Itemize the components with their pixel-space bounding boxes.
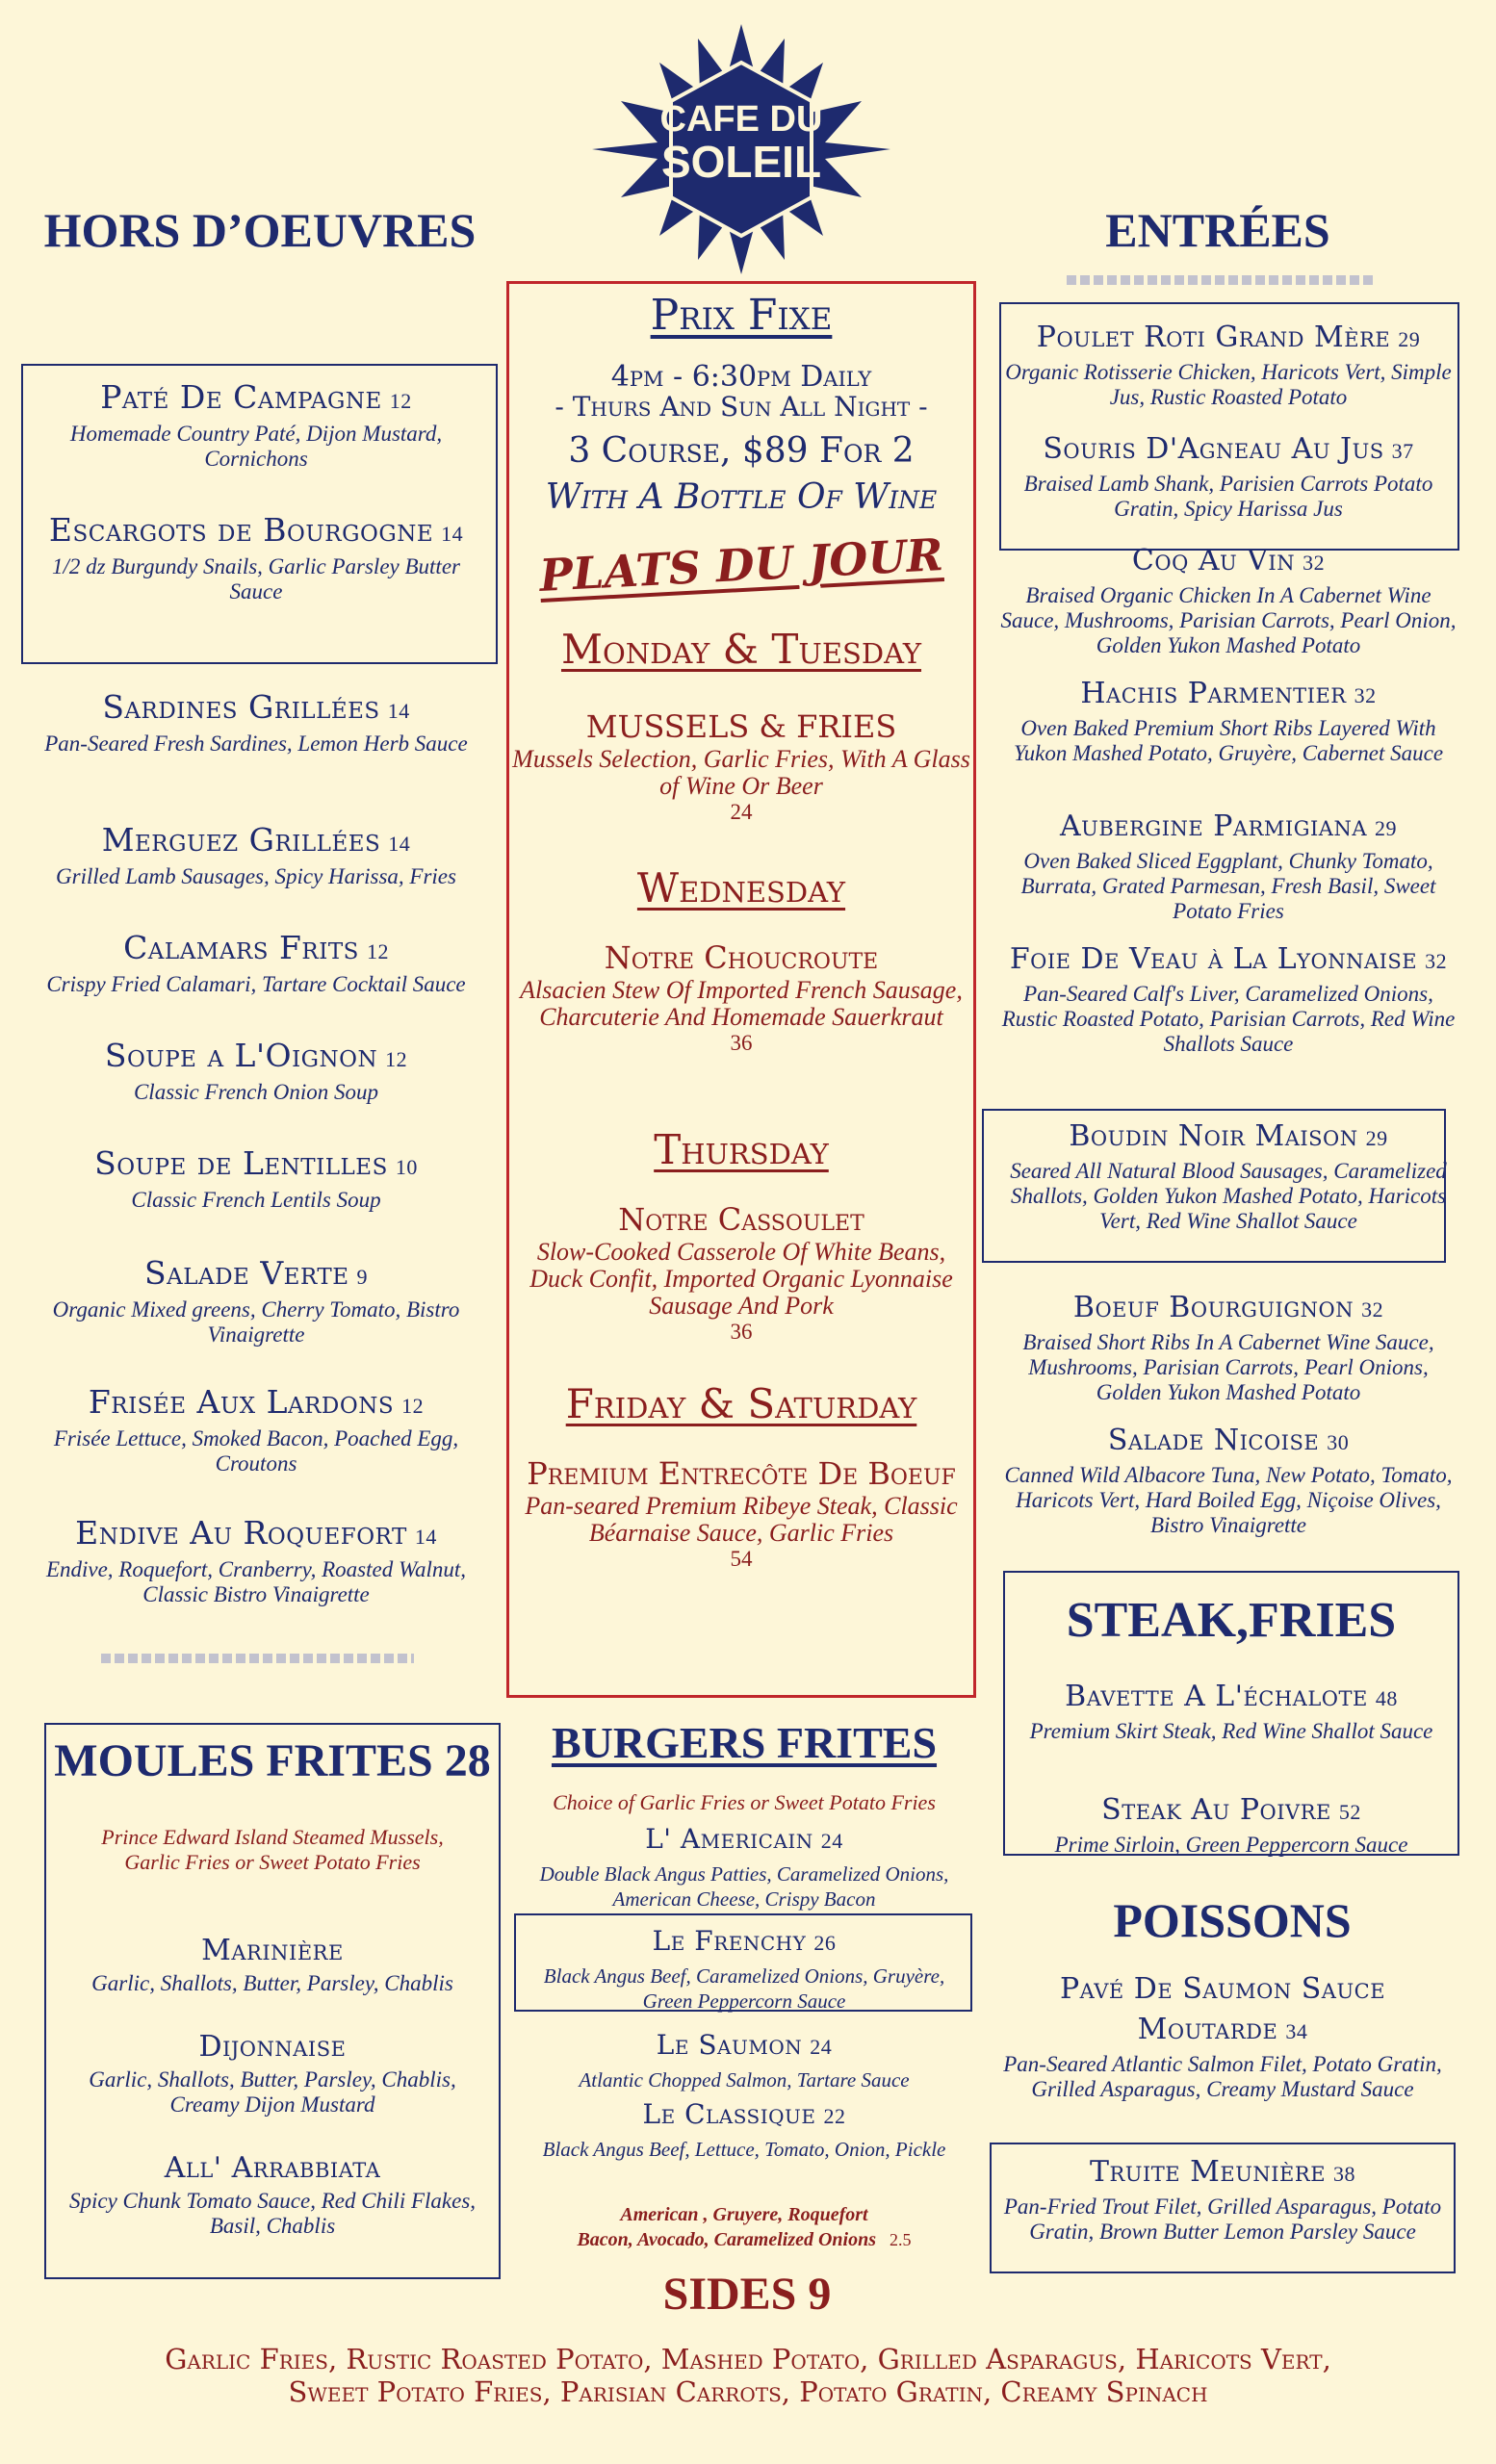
steak-title: STEAK,FRIES <box>1066 1593 1397 1648</box>
burger-item-label: L' Americain <box>645 1823 813 1855</box>
hors-item-price: 9 <box>356 1265 368 1289</box>
entree-item <box>997 1421 1459 1538</box>
moules-item-name <box>54 1931 491 1971</box>
logo-line2: SOLEIL <box>660 137 822 187</box>
burger-item <box>520 2025 968 2092</box>
moules-subtitle: Prince Edward Island Steamed Mussels, Garlic Fries or Sweet Potato Fries <box>101 1825 444 1874</box>
entree-item-price: 29 <box>1365 1126 1388 1150</box>
entree-item-price: 37 <box>1391 439 1414 463</box>
steak-item-name <box>1007 1677 1456 1719</box>
steak-item-price: 48 <box>1375 1686 1398 1710</box>
entree-item-name <box>997 1288 1459 1330</box>
plat-name: Premium Entrecôte De Boeuf <box>527 1455 956 1492</box>
plat-description: Slow-Cooked Casserole Of White Beans, Duck Confit, Imported Organic Lyonnaise Sausage And Pork <box>529 1238 953 1320</box>
hors-item-name <box>25 1382 487 1426</box>
plat-description: Mussels Selection, Garlic Fries, With A Glass of Wine Or Beer <box>512 745 970 800</box>
hors-item-label: Frisée Aux Lardons <box>88 1383 395 1421</box>
prix-fixe-title: Prix Fixe <box>650 291 833 340</box>
steak-item-label: Steak Au Poivre <box>1101 1793 1331 1827</box>
plat-price: 24 <box>730 800 753 824</box>
entree-item-description: Braised Lamb Shank, Parisien Carrots Potato Gratin, Spicy Harissa Jus <box>1023 472 1433 521</box>
burger-item-price: 24 <box>810 2035 833 2059</box>
addons-extras: Bacon, Avocado, Caramelized Onions 2.5 <box>577 2229 912 2250</box>
entree-item <box>997 429 1459 522</box>
poisson-item <box>993 2152 1452 2245</box>
hors-item-label: Endive Au Roquefort <box>75 1514 407 1552</box>
poisson-item <box>993 1969 1452 2102</box>
hors-item-label: Escargots de Bourgogne <box>48 511 434 549</box>
hors-item-description: Pan-Seared Fresh Sardines, Lemon Herb Sauce <box>44 732 468 756</box>
plat-day: Wednesday <box>636 864 846 911</box>
hors-divider <box>101 1654 414 1663</box>
entree-item-price: 32 <box>1303 551 1326 575</box>
entree-item-price: 30 <box>1327 1430 1350 1454</box>
hors-item <box>25 928 487 997</box>
steak-item <box>1007 1790 1456 1858</box>
burger-item-name <box>520 2094 968 2137</box>
hors-item <box>25 1513 487 1607</box>
hors-item-name <box>25 1253 487 1297</box>
entree-item <box>997 541 1459 658</box>
burger-item-description: Black Angus Beef, Lettuce, Tomato, Onion, Pickle <box>542 2138 946 2161</box>
plat-du-jour <box>510 864 972 1056</box>
steak-item-price: 52 <box>1338 1800 1361 1824</box>
entree-item-description: Seared All Natural Blood Sausages, Caramelized Shallots, Golden Yukon Mashed Potato, Haricots Vert, Red Wine Shallot Sauce <box>1010 1159 1447 1233</box>
burger-item <box>520 2094 968 2162</box>
hors-item-description: Organic Mixed greens, Cherry Tomato, Bistro Vinaigrette <box>52 1297 460 1347</box>
prix-fixe-offer: 3 Course, $89 For 2 <box>568 431 915 471</box>
hors-item-price: 10 <box>395 1155 418 1179</box>
entree-item-price: 32 <box>1354 683 1377 707</box>
sides-line1: Garlic Fries, Rustic Roasted Potato, Mashed Potato, Grilled Asparagus, Haricots Vert, <box>165 2343 1331 2375</box>
poissons-title: POISSONS <box>1113 1893 1352 1947</box>
plat-name: MUSSELS & FRIES <box>585 708 897 745</box>
entree-item-description: Organic Rotisserie Chicken, Haricots Vert, Simple Jus, Rustic Roasted Potato <box>1005 360 1452 409</box>
hors-item-name <box>25 1143 487 1188</box>
plat-day: Friday & Saturday <box>565 1380 917 1427</box>
prix-fixe-nights: - Thurs And Sun All Night - <box>555 391 928 423</box>
addons-price: 2.5 <box>890 2230 912 2249</box>
logo-line1: CAFE DU <box>659 99 823 140</box>
moules-item-name <box>54 2027 491 2067</box>
entree-item <box>997 1116 1459 1234</box>
burger-item-name <box>520 2025 968 2067</box>
poisson-item-description: Pan-Fried Trout Filet, Grilled Asparagus, Potato Gratin, Brown Butter Lemon Parsley Sauce <box>1003 2194 1442 2244</box>
steak-item-label: Bavette A L'échalote <box>1065 1680 1368 1713</box>
entree-item-description: Oven Baked Sliced Eggplant, Chunky Tomato, Burrata, Grated Parmesan, Fresh Basil, Sweet Potato Fries <box>1020 849 1436 923</box>
moules-item-label: Dijonnaise <box>198 2030 347 2064</box>
plat-description: Alsacien Stew Of Imported French Sausage, Charcuterie And Homemade Sauerkraut <box>520 976 963 1031</box>
entree-item-price: 32 <box>1361 1297 1384 1322</box>
hors-title: HORS D’OEUVRES <box>43 203 477 257</box>
poisson-item-description: Pan-Seared Atlantic Salmon Filet, Potato Gratin, Grilled Asparagus, Creamy Mustard Sauce <box>1003 2052 1442 2101</box>
logo <box>582 19 900 279</box>
hors-item <box>25 1253 487 1348</box>
entree-item-price: 29 <box>1398 327 1421 351</box>
plat-du-jour <box>510 1380 972 1572</box>
entrees-divider <box>1067 275 1375 285</box>
sides-line2: Sweet Potato Fries, Parisian Carrots, Potato Gratin, Creamy Spinach <box>288 2375 1208 2408</box>
burger-item-name <box>520 1819 968 1861</box>
poisson-item-name <box>993 2152 1452 2194</box>
plat-description: Pan-seared Premium Ribeye Steak, Classic Béarnaise Sauce, Garlic Fries <box>525 1492 958 1547</box>
entree-item-description: Pan-Seared Calf's Liver, Caramelized Onions, Rustic Roasted Potato, Parisian Carrots, Red Wine Shallots Sauce <box>1001 982 1456 1056</box>
hors-item-price: 12 <box>401 1394 425 1418</box>
entrees-title: ENTRÉES <box>1105 203 1330 257</box>
entree-item <box>997 939 1459 1057</box>
hors-item-name <box>25 820 487 864</box>
burger-item <box>520 1819 968 1912</box>
prix-fixe-wine: With A Bottle Of Wine <box>545 477 938 517</box>
burger-item-label: Le Saumon <box>656 2029 803 2061</box>
burger-item-price: 22 <box>823 2104 846 2128</box>
steak-item-description: Premium Skirt Steak, Red Wine Shallot Sauce <box>1029 1719 1433 1743</box>
entree-item-name <box>997 939 1459 982</box>
sides-title: SIDES 9 <box>662 2269 832 2320</box>
plat-day: Thursday <box>654 1126 829 1173</box>
moules-item <box>54 2027 491 2118</box>
prix-fixe-hours: 4pm - 6:30pm Daily <box>610 360 872 394</box>
hors-item-price: 14 <box>388 832 411 856</box>
hors-item-label: Soupe a L'Oignon <box>104 1037 378 1074</box>
entree-item-description: Braised Short Ribs In A Cabernet Wine Sauce, Mushrooms, Parisian Carrots, Pearl Onions, Golden Yukon Mashed Potato <box>1022 1330 1434 1404</box>
hors-item-price: 12 <box>366 939 389 963</box>
hors-item-price: 14 <box>387 699 410 723</box>
hors-item-name <box>25 1513 487 1557</box>
hors-item <box>25 510 487 604</box>
entree-item-description: Braised Organic Chicken In A Cabernet Wine Sauce, Mushrooms, Parisian Carrots, Pearl Onion, Golden Yukon Mashed Potato <box>1000 583 1457 657</box>
poisson-item-label: Pavé De Saumon Sauce Moutarde <box>1059 1972 1386 2046</box>
hors-item-description: Frisée Lettuce, Smoked Bacon, Poached Egg, Croutons <box>53 1426 459 1476</box>
burger-item-price: 26 <box>813 1931 837 1955</box>
steak-item <box>1007 1677 1456 1744</box>
burgers-title: BURGERS FRITES <box>551 1718 938 1767</box>
moules-title: MOULES FRITES 28 <box>54 1735 491 1786</box>
burger-item-description: Atlantic Chopped Salmon, Tartare Sauce <box>579 2068 910 2092</box>
moules-item-name <box>54 2148 491 2189</box>
entree-item-name <box>997 674 1459 716</box>
hors-item-price: 14 <box>414 1525 437 1549</box>
hors-item-description: Classic French Lentils Soup <box>131 1188 381 1212</box>
hors-item-description: Grilled Lamb Sausages, Spicy Harissa, Fries <box>56 864 456 888</box>
entree-item-name <box>997 429 1459 472</box>
hors-item-label: Salade Verte <box>144 1254 349 1292</box>
plat-du-jour <box>510 626 972 825</box>
entree-item-label: Boeuf Bourguignon <box>1072 1291 1354 1324</box>
moules-item-label: Marinière <box>201 1934 344 1967</box>
moules-item-description: Spicy Chunk Tomato Sauce, Red Chili Flakes, Basil, Chablis <box>68 2189 477 2238</box>
entree-item <box>997 674 1459 766</box>
plat-price: 36 <box>730 1320 753 1344</box>
moules-item-label: All' Arrabbiata <box>164 2151 381 2185</box>
moules-item-description: Garlic, Shallots, Butter, Parsley, Chablis, Creamy Dijon Mustard <box>89 2067 456 2117</box>
steak-item-name <box>1007 1790 1456 1833</box>
entree-item <box>997 318 1459 410</box>
plat-price: 54 <box>730 1547 753 1571</box>
hors-item-name <box>25 928 487 972</box>
hors-item-label: Paté De Campagne <box>100 378 382 416</box>
hors-item-name <box>25 1036 487 1080</box>
hors-item <box>25 687 487 757</box>
entree-item-label: Poulet Roti Grand Mère <box>1036 321 1391 354</box>
plat-name: Notre Cassoulet <box>618 1201 864 1238</box>
entree-item-label: Boudin Noir Maison <box>1069 1119 1358 1153</box>
entree-item-name <box>997 1116 1459 1159</box>
plat-price: 36 <box>730 1031 753 1055</box>
hors-item-price: 12 <box>385 1047 408 1071</box>
hors-item-label: Calamars Frits <box>123 929 359 966</box>
hors-item-description: Crispy Fried Calamari, Tartare Cocktail Sauce <box>46 972 466 996</box>
poisson-item-price: 34 <box>1285 2019 1308 2043</box>
burger-item-price: 24 <box>820 1829 843 1853</box>
hors-item-label: Soupe de Lentilles <box>94 1144 388 1182</box>
plat-name: Notre Choucroute <box>604 939 879 976</box>
plat-du-jour <box>510 1126 972 1345</box>
entree-item-name <box>997 1421 1459 1463</box>
steak-item-description: Prime Sirloin, Green Peppercorn Sauce <box>1054 1833 1408 1857</box>
entree-item-description: Oven Baked Premium Short Ribs Layered With Yukon Mashed Potato, Gruyère, Cabernet Sauce <box>1013 716 1444 765</box>
poisson-item-price: 38 <box>1333 2162 1356 2186</box>
entree-item-price: 32 <box>1425 949 1448 973</box>
entree-item-description: Canned Wild Albacore Tuna, New Potato, Tomato, Haricots Vert, Hard Boiled Egg, Niçoise Olives, Bistro Vinaigrette <box>1004 1463 1453 1537</box>
hors-item-name <box>25 510 487 554</box>
hors-item-price: 14 <box>441 522 464 546</box>
hors-item <box>25 1382 487 1476</box>
hors-item-price: 12 <box>389 389 412 413</box>
hors-item-description: Endive, Roquefort, Cranberry, Roasted Walnut, Classic Bistro Vinaigrette <box>45 1557 467 1606</box>
plats-du-jour-title: PLATS DU JOUR <box>537 528 945 602</box>
moules-item-description: Garlic, Shallots, Butter, Parsley, Chablis <box>91 1971 453 1995</box>
addons-cheeses: American , Gruyere, Roquefort <box>620 2204 868 2225</box>
burger-addons <box>506 2202 982 2252</box>
moules-item <box>54 2148 491 2239</box>
hors-item <box>25 377 487 472</box>
burger-item-name <box>520 1921 968 1964</box>
hors-item-description: 1/2 dz Burgundy Snails, Garlic Parsley Butter Sauce <box>52 554 460 603</box>
hors-item-label: Sardines Grillées <box>102 688 380 726</box>
hors-item-description: Homemade Country Paté, Dijon Mustard, Cornichons <box>69 422 443 471</box>
burger-item <box>520 1921 968 2014</box>
entree-item-label: Souris D'Agneau Au Jus <box>1043 432 1384 466</box>
hors-item <box>25 1143 487 1213</box>
hors-item <box>25 820 487 889</box>
burger-item-label: Le Classique <box>642 2098 816 2130</box>
entree-item-name <box>997 318 1459 360</box>
sides-list <box>0 2343 1496 2408</box>
entree-item-label: Aubergine Parmigiana <box>1060 809 1367 843</box>
hors-item-name <box>25 687 487 732</box>
entree-item-label: Hachis Parmentier <box>1080 677 1347 710</box>
poisson-item-label: Truite Meunière <box>1089 2155 1327 2189</box>
hors-item-description: Classic French Onion Soup <box>133 1080 379 1104</box>
entree-item <box>997 807 1459 924</box>
entree-item-label: Coq Au Vin <box>1131 544 1296 578</box>
entree-item-name <box>997 541 1459 583</box>
burgers-subtitle: Choice of Garlic Fries or Sweet Potato Fries <box>553 1790 936 1814</box>
entree-item-label: Foie De Veau à La Lyonnaise <box>1009 942 1418 976</box>
hors-item <box>25 1036 487 1105</box>
moules-item <box>54 1931 491 1996</box>
burger-item-label: Le Frenchy <box>652 1925 807 1957</box>
hors-item-label: Merguez Grillées <box>101 821 381 859</box>
poisson-item-name <box>993 1969 1452 2052</box>
entree-item <box>997 1288 1459 1405</box>
entree-item-price: 29 <box>1375 816 1397 840</box>
entree-item-label: Salade Nicoise <box>1107 1424 1320 1457</box>
burger-item-description: Double Black Angus Patties, Caramelized Onions, American Cheese, Crispy Bacon <box>539 1862 949 1911</box>
burger-item-description: Black Angus Beef, Caramelized Onions, Gruyère, Green Peppercorn Sauce <box>543 1964 945 2013</box>
hors-item-name <box>25 377 487 422</box>
entree-item-name <box>997 807 1459 849</box>
plat-day: Monday & Tuesday <box>560 626 922 673</box>
